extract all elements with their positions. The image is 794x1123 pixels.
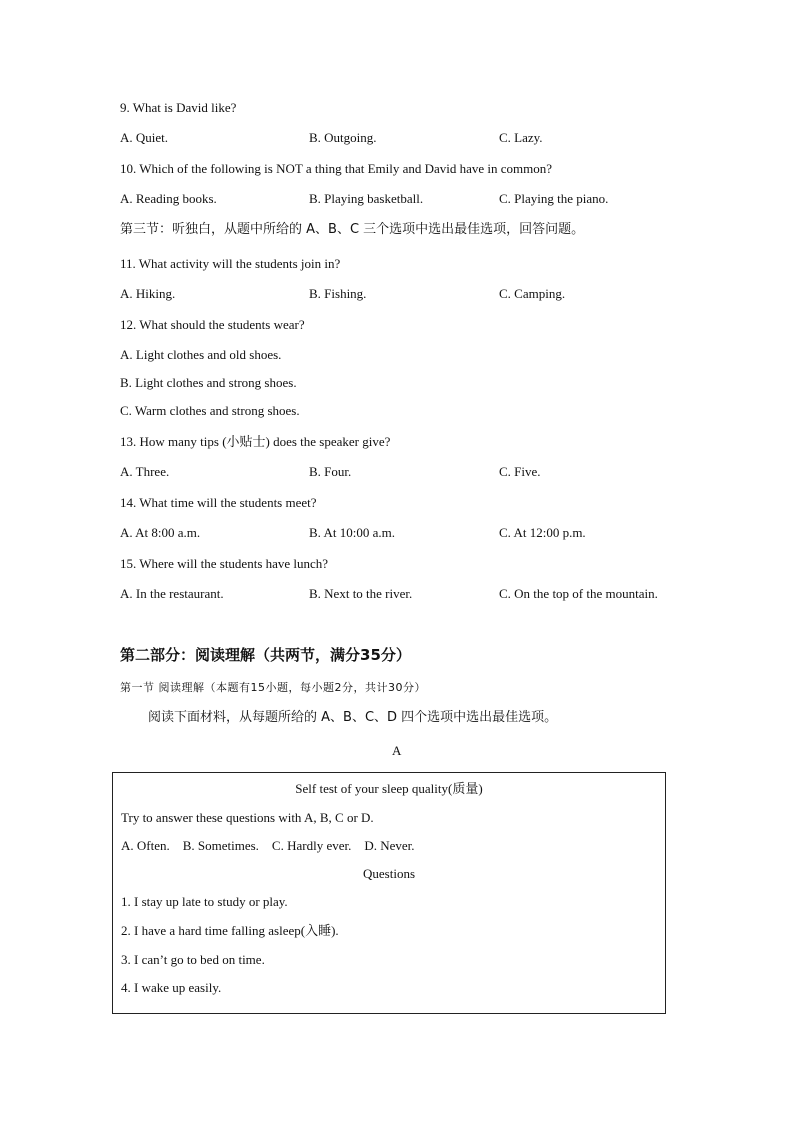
sleep-test-choices: A. Often. B. Sometimes. C. Hardly ever. D. Never.: [121, 838, 415, 853]
sleep-question-3: 3. I can’t go to bed on time.: [121, 952, 265, 967]
question-13: 13. How many tips (小贴士) does the speaker give?: [120, 434, 391, 449]
q15-option-a: A. In the restaurant.: [120, 586, 224, 601]
q13-option-c: C. Five.: [499, 464, 541, 479]
question-14: 14. What time will the students meet?: [120, 495, 317, 510]
sleep-test-title: Self test of your sleep quality(质量): [295, 781, 483, 796]
question-9: 9. What is David like?: [120, 100, 237, 115]
q12-option-a: A. Light clothes and old shoes.: [120, 347, 282, 362]
q14-option-c: C. At 12:00 p.m.: [499, 525, 586, 540]
q12-option-b: B. Light clothes and strong shoes.: [120, 375, 297, 390]
q13-option-b: B. Four.: [309, 464, 352, 479]
question-11: 11. What activity will the students join in?: [120, 256, 341, 271]
q15-option-b: B. Next to the river.: [309, 586, 413, 601]
q12-option-c: C. Warm clothes and strong shoes.: [120, 403, 300, 418]
q13-option-a: A. Three.: [120, 464, 170, 479]
q15-option-c: C. On the top of the mountain.: [499, 586, 658, 601]
part-2-title: 第二部分：阅读理解（共两节，满分35分）: [120, 646, 411, 664]
q14-option-a: A. At 8:00 a.m.: [120, 525, 201, 540]
q11-option-c: C. Camping.: [499, 286, 566, 301]
question-15: 15. Where will the students have lunch?: [120, 556, 329, 571]
q9-option-b: B. Outgoing.: [309, 130, 377, 145]
sleep-test-box: [112, 772, 666, 1014]
question-12: 12. What should the students wear?: [120, 317, 305, 332]
questions-heading: Questions: [363, 866, 415, 881]
q11-option-a: A. Hiking.: [120, 286, 176, 301]
q9-option-a: A. Quiet.: [120, 130, 169, 145]
sleep-test-intro: Try to answer these questions with A, B, C or D.: [121, 810, 374, 825]
q14-option-b: B. At 10:00 a.m.: [309, 525, 395, 540]
question-10: 10. Which of the following is NOT a thing that Emily and David have in common?: [120, 161, 553, 176]
sleep-question-4: 4. I wake up easily.: [121, 980, 222, 995]
section-3-heading: 第三节：听独白，从题中所给的 A、B、C 三个选项中选出最佳选项，回答问题。: [120, 222, 585, 237]
reading-section-1-heading: 第一节 阅读理解（本题有15小题，每小题2分，共计30分）: [120, 681, 426, 694]
q9-option-c: C. Lazy.: [499, 130, 543, 145]
q10-option-b: B. Playing basketball.: [309, 191, 424, 206]
q10-option-a: A. Reading books.: [120, 191, 217, 206]
passage-label: A: [392, 743, 402, 758]
reading-instruction: 阅读下面材料，从每题所给的 A、B、C、D 四个选项中选出最佳选项。: [148, 710, 558, 725]
sleep-question-1: 1. I stay up late to study or play.: [121, 894, 288, 909]
q11-option-b: B. Fishing.: [309, 286, 367, 301]
q10-option-c: C. Playing the piano.: [499, 191, 609, 206]
sleep-question-2: 2. I have a hard time falling asleep(入睡).: [121, 923, 339, 938]
